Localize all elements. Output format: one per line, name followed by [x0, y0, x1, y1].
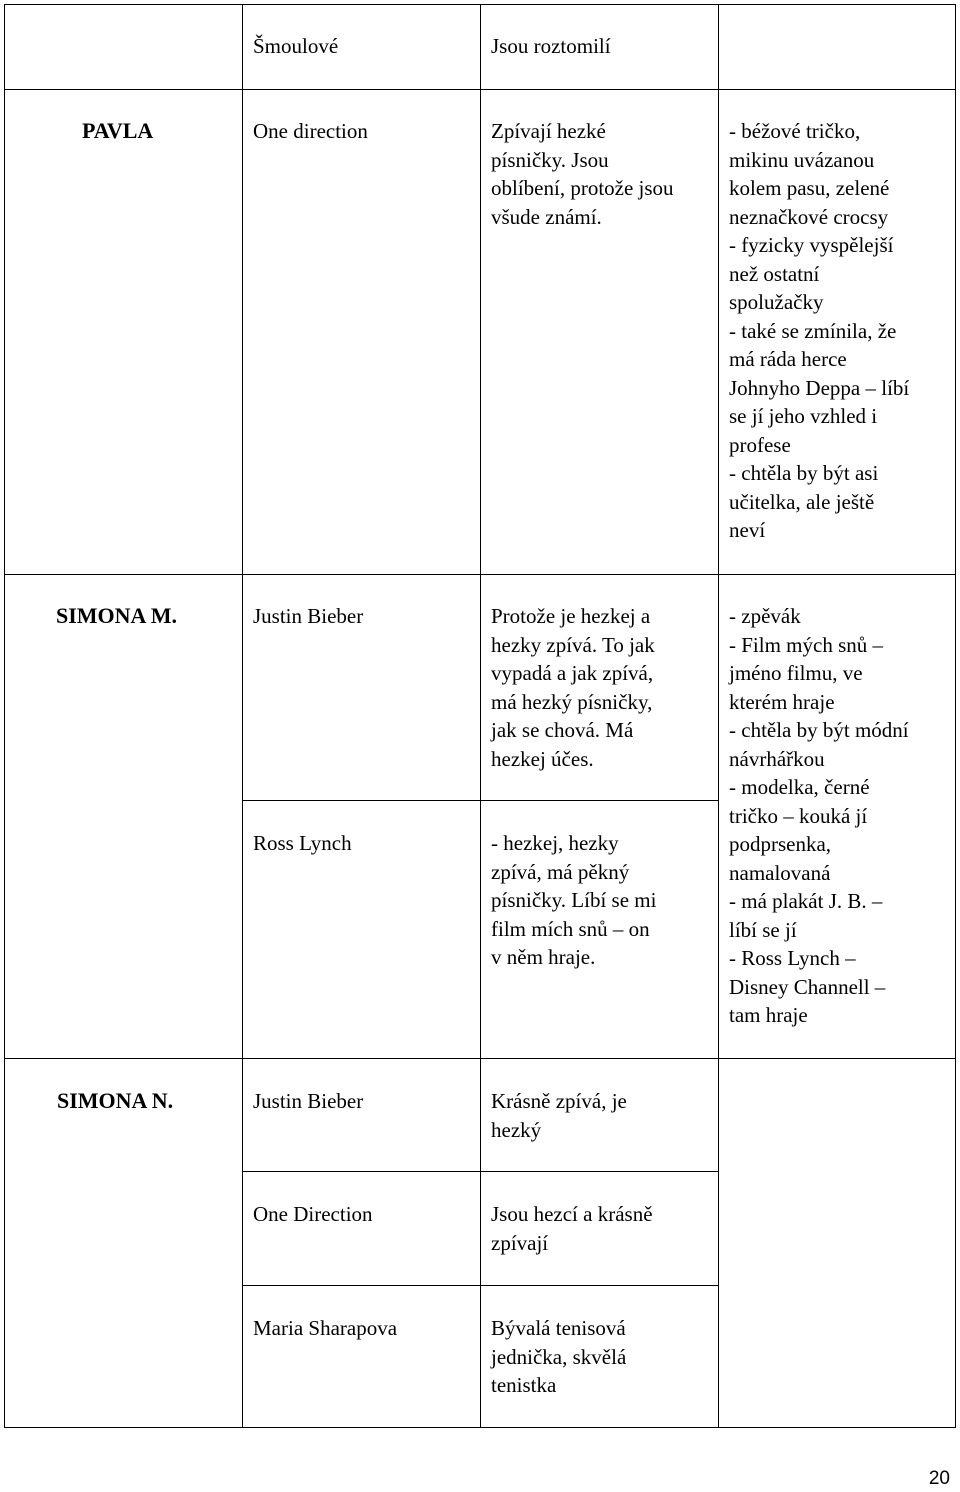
- row-divider-inner: [242, 1171, 718, 1172]
- reason-cell: - hezkej, hezky zpívá, má pěkný písničky. Líbí se mi film mích snů – on v něm hraje.: [491, 831, 657, 969]
- table-border-left: [4, 4, 5, 1428]
- reason-cell: Krásně zpívá, je hezký: [491, 1089, 627, 1142]
- artist-cell: Maria Sharapova: [253, 1316, 398, 1340]
- row-divider: [4, 1058, 956, 1059]
- artist-cell: Justin Bieber: [253, 1089, 364, 1113]
- artist-cell: One Direction: [253, 1202, 373, 1226]
- row-divider-inner: [242, 800, 718, 801]
- respondent-name: SIMONA N.: [57, 1088, 174, 1113]
- notes-cell: - béžové tričko, mikinu uvázanou kolem pasu, zelené neznačkové crocsy - fyzicky vyspělejší než ostatní spolužačky - také se zmínila, že má ráda herce Johnyho Deppa – líbí se jí jeho vzhled i profese - chtěla by být asi učitelka, ale ještě neví: [729, 119, 910, 542]
- artist-cell: Šmoulové: [253, 34, 339, 58]
- table-border-right: [955, 4, 956, 1428]
- row-divider: [4, 574, 956, 575]
- table-border-bottom: [4, 1427, 956, 1428]
- artist-cell: One direction: [253, 119, 368, 143]
- reason-cell: Zpívají hezké písničky. Jsou oblíbení, protože jsou všude známí.: [491, 119, 674, 229]
- row-divider-inner: [242, 1285, 718, 1286]
- table-divider-col2: [480, 4, 481, 1428]
- table-border-top: [4, 4, 956, 5]
- table-divider-col1: [242, 4, 243, 1428]
- reason-cell: Jsou hezcí a krásně zpívají: [491, 1202, 653, 1255]
- row-divider: [4, 89, 956, 90]
- respondent-name: PAVLA: [82, 118, 154, 143]
- respondent-name: SIMONA M.: [56, 603, 177, 628]
- table-divider-col3: [718, 4, 719, 1428]
- notes-cell: - zpěvák - Film mých snů – jméno filmu, ve kterém hraje - chtěla by být módní návrhářkou - modelka, černé tričko – kouká jí podprsenka, namalovaná - má plakát J. B. – líbí se jí - Ross Lynch – Disney Channell – tam hraje: [729, 604, 909, 1027]
- reason-cell: Bývalá tenisová jednička, skvělá tenistka: [491, 1316, 627, 1397]
- artist-cell: Ross Lynch: [253, 831, 352, 855]
- page-number: 20: [928, 1468, 950, 1489]
- reason-cell: Protože je hezkej a hezky zpívá. To jak vypadá a jak zpívá, má hezký písničky, jak se chová. Má hezkej účes.: [491, 604, 655, 771]
- artist-cell: Justin Bieber: [253, 604, 364, 628]
- reason-cell: Jsou roztomilí: [491, 34, 611, 58]
